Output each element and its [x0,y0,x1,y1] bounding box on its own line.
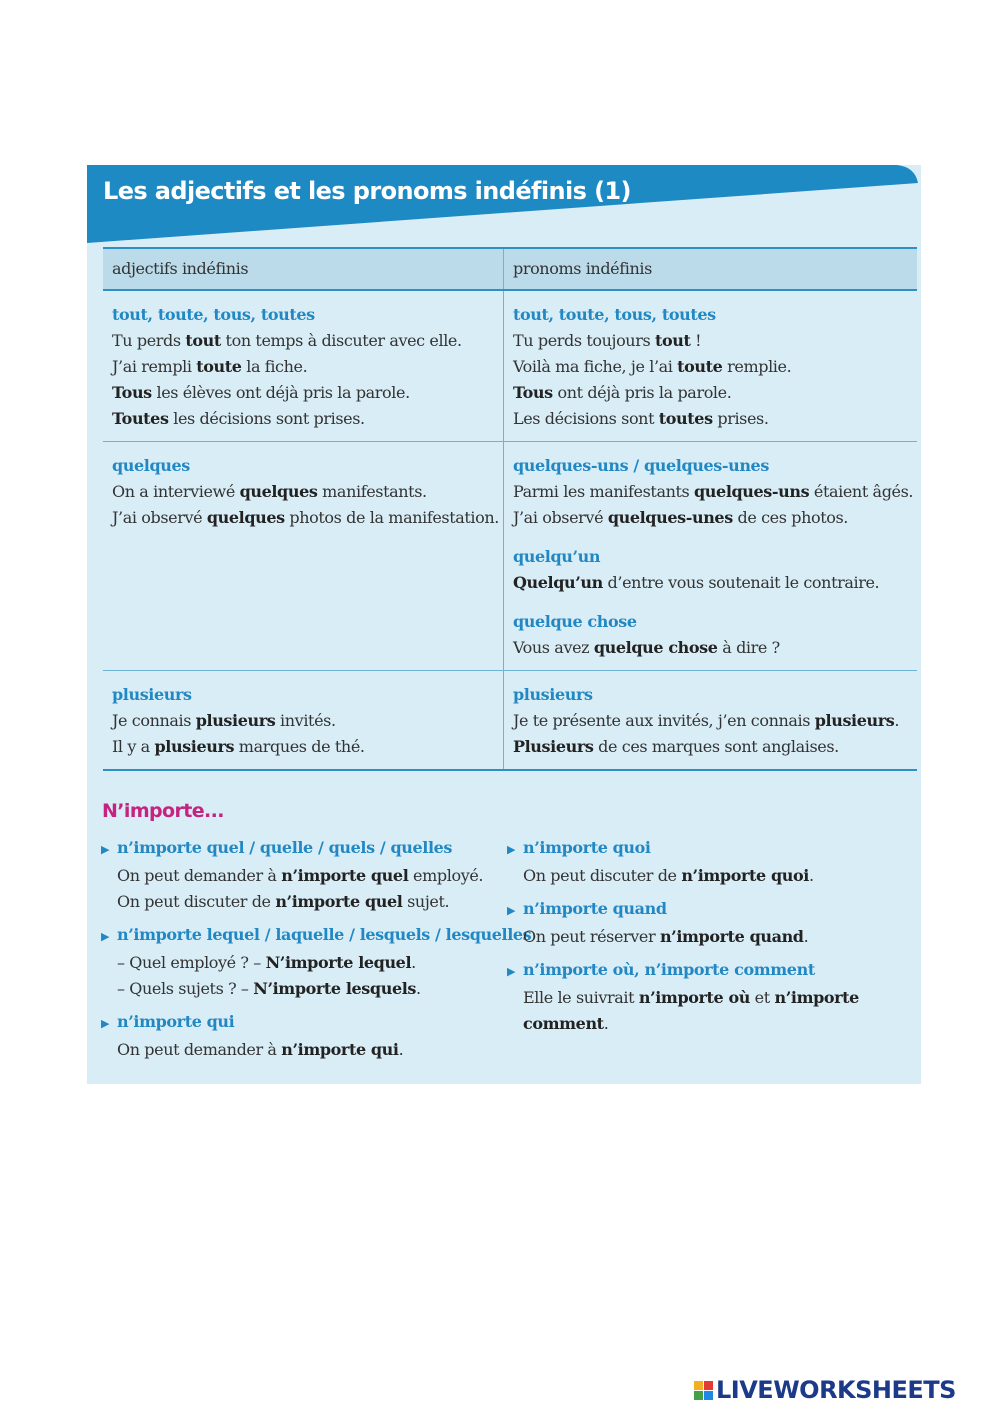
example-line [112,734,499,760]
plain-text: la fiche. [241,357,308,376]
plain-text: marques de thé. [234,737,365,756]
plain-text: . [808,866,814,885]
plain-text: et [750,988,775,1007]
example-group [112,682,499,760]
nimporte-item [101,835,501,915]
example-line [513,505,913,531]
plain-text: sujet. [402,892,450,911]
nimporte-heading-text: n’importe quoi [523,838,651,857]
example-line [513,354,913,380]
bold-term: tout [654,331,691,350]
example-line [112,708,499,734]
plain-text: Tu perds toujours [512,331,655,350]
plain-text: On peut demander à [117,866,282,885]
pronoun-cell [503,442,917,671]
bold-term: comment [523,1014,604,1033]
bold-term: tout [185,331,221,350]
nimporte-example [507,863,907,889]
adjective-cell [103,671,503,771]
nimporte-right-column [507,835,907,1037]
example-line [112,380,499,406]
logo-text: LIVEWORKSHEETS [716,1376,956,1404]
bold-term: n’importe quel [275,892,403,911]
nimporte-heading [507,835,907,863]
example-line [513,380,913,406]
table-row [103,442,917,671]
example-line [112,406,499,432]
nimporte-heading [101,835,501,863]
nimporte-heading-text: n’importe lequel / laquelle / lesquels / lesquelles [117,925,532,944]
nimporte-item [101,922,532,1002]
plain-text: J’ai observé [112,508,207,527]
plain-text: . [411,953,416,972]
nimporte-heading [101,1009,501,1037]
bold-term: quelque chose [593,638,718,657]
nimporte-heading-text: n’importe quand [523,899,667,918]
plain-text: . [603,1014,609,1033]
adjective-cell [103,442,503,671]
plain-text: à dire ? [717,638,780,657]
nimporte-heading-text: n’importe quel / quelle / quels / quelles [117,838,453,857]
plain-text: . [416,979,421,998]
header-pronoms: pronoms indéfinis [503,248,917,290]
table-row [103,671,917,771]
plain-text: employé. [408,866,484,885]
nimporte-example [507,924,907,950]
nimporte-heading [507,957,907,985]
nimporte-example [507,985,907,1011]
keyword-heading: plusieurs [512,685,593,704]
bold-term: Toutes [112,409,169,428]
title-banner [87,165,921,245]
bold-term: quelques [239,482,318,501]
plain-text: manifestants. [317,482,427,501]
plain-text: les décisions sont prises. [168,409,365,428]
plain-text: – Quel employé ? – [117,953,266,972]
plain-text: ! [690,331,702,350]
plain-text: Tu perds [112,331,186,350]
plain-text: les élèves ont déjà pris la parole. [151,383,410,402]
plain-text: Vous avez [512,638,594,657]
nimporte-example [101,1037,501,1063]
keyword-heading: quelque chose [512,612,637,631]
example-line [112,505,499,531]
example-line [112,354,499,380]
plain-text: On peut discuter de [117,892,276,911]
bold-term: Plusieurs [512,737,594,756]
example-line [513,406,913,432]
plain-text: . [398,1040,404,1059]
keyword-heading: quelques [112,456,190,475]
plain-text: Les décisions sont [512,409,659,428]
liveworksheets-logo [694,1376,956,1404]
bold-term: n’importe qui [281,1040,399,1059]
plain-text: photos de la manifestation. [284,508,499,527]
plain-text: ton temps à discuter avec elle. [220,331,462,350]
indefinite-table [103,247,917,771]
nimporte-item [101,1009,501,1063]
plain-text: remplie. [722,357,792,376]
keyword-heading: tout, toute, tous, toutes [112,305,315,324]
plain-text: Parmi les manifestants [512,482,695,501]
plain-text: J’ai observé [512,508,608,527]
plain-text: – Quels sujets ? – [117,979,254,998]
triangle-bullet-icon: ▶ [101,843,110,856]
plain-text: ont déjà pris la parole. [552,383,732,402]
example-line [513,328,913,354]
triangle-bullet-icon: ▶ [507,965,516,978]
example-group [513,302,913,432]
plain-text: de ces marques sont anglaises. [593,737,839,756]
pronoun-cell [503,671,917,771]
triangle-bullet-icon: ▶ [507,904,516,917]
nimporte-example [101,863,501,889]
nimporte-item [507,835,907,889]
nimporte-left-column [101,835,532,1063]
plain-text: On peut demander à [117,1040,282,1059]
plain-text: On a interviewé [112,482,240,501]
bold-term: n’importe [774,988,859,1007]
nimporte-item [507,896,907,950]
logo-mark-icon [694,1381,713,1400]
plain-text: Elle le suivrait [523,988,639,1007]
example-line [513,479,913,505]
example-group [112,302,499,432]
keyword-heading: tout, toute, tous, toutes [512,305,716,324]
bold-term: Quelqu’un [512,573,603,592]
bold-term: quelques-uns [694,482,810,501]
triangle-bullet-icon: ▶ [101,1017,110,1030]
example-line [112,479,499,505]
header-adjectifs: adjectifs indéfinis [103,248,503,290]
plain-text: . [894,711,900,730]
plain-text: On peut discuter de [523,866,682,885]
page-title: Les adjectifs et les pronoms indéfinis (1) [103,177,631,205]
nimporte-title: N’importe... [102,800,224,822]
plain-text: prises. [712,409,769,428]
table-row [103,290,917,442]
bold-term: toutes [658,409,713,428]
bold-term: quelques [206,508,285,527]
example-group [513,453,913,531]
nimporte-heading-text: n’importe où, n’importe comment [523,960,815,979]
bold-term: N’importe lequel [265,953,412,972]
pronoun-cell [503,290,917,442]
plain-text: étaient âgés. [809,482,914,501]
plain-text: d’entre vous soutenait le contraire. [602,573,880,592]
bold-term: Tous [112,383,152,402]
plain-text: Il y a [112,737,155,756]
plain-text: Je te présente aux invités, j’en connais [512,711,815,730]
plain-text: invités. [275,711,336,730]
example-group [513,682,913,760]
bold-term: plusieurs [195,711,276,730]
example-line [513,708,913,734]
triangle-bullet-icon: ▶ [101,930,110,943]
nimporte-example [507,1011,907,1037]
nimporte-heading [101,922,532,950]
bold-term: n’importe où [638,988,750,1007]
plain-text: de ces photos. [732,508,848,527]
triangle-bullet-icon: ▶ [507,843,516,856]
example-group [513,544,913,596]
example-group [513,609,913,661]
keyword-heading: plusieurs [112,685,192,704]
adjective-cell [103,290,503,442]
example-line [112,328,499,354]
nimporte-example [101,889,501,915]
nimporte-example [101,950,501,976]
example-line [513,570,913,596]
bold-term: n’importe quand [659,927,804,946]
example-line [513,635,913,661]
bold-term: n’importe quoi [681,866,809,885]
bold-term: N’importe lesquels [253,979,417,998]
nimporte-example [101,976,501,1002]
plain-text: . [803,927,809,946]
bold-term: toute [677,357,723,376]
bold-term: Tous [512,383,553,402]
table-body [103,290,917,770]
bold-term: plusieurs [154,737,235,756]
bold-term: plusieurs [814,711,895,730]
bold-term: toute [196,357,242,376]
plain-text: J’ai rempli [112,357,197,376]
nimporte-heading [507,896,907,924]
bold-term: n’importe quel [281,866,409,885]
example-group [112,453,499,531]
example-line [513,734,913,760]
plain-text: On peut réserver [523,927,660,946]
keyword-heading: quelqu’un [512,547,601,566]
bold-term: quelques-unes [607,508,733,527]
plain-text: Je connais [112,711,196,730]
nimporte-heading-text: n’importe qui [117,1012,235,1031]
plain-text: Voilà ma fiche, je l’ai [512,357,678,376]
keyword-heading: quelques-uns / quelques-unes [512,456,769,475]
nimporte-item [507,957,907,1037]
grammar-card [87,165,921,1084]
